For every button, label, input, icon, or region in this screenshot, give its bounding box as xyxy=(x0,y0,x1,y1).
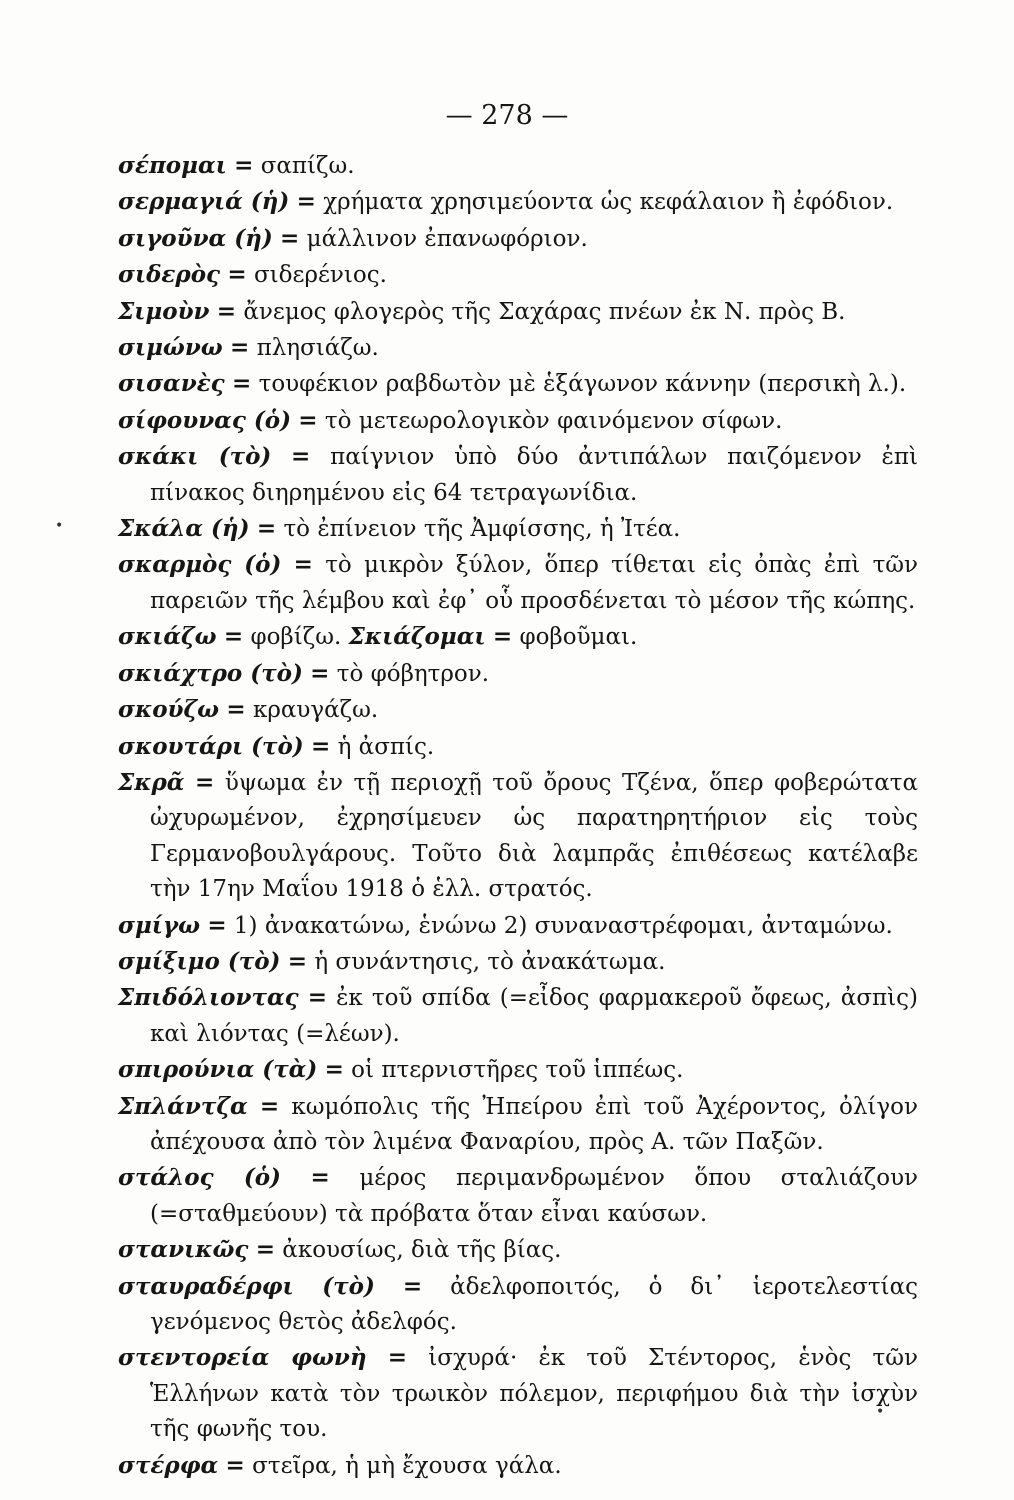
entry-headword: στάλος (ὁ) xyxy=(118,1164,281,1192)
entry-definition: ὕψωμα ἐν τῇ περιοχῇ τοῦ ὄρους Τζένα, ὅπερ φοβερώτατα ὠχυρωμένον, ἐχρησίμευεν ὡς παρατηρητήριον εἰς τοὺς Γερμανοβουλγάρους. Τοῦτο διὰ λαμπρᾶς ἐπιθέσεως κατέλαβε τὴν 17ην Μαΐου 1918 ὁ ἑλλ. στρατός. xyxy=(150,769,918,903)
entry-definition: σιδερένιος. xyxy=(253,262,387,289)
entry-headword: στανικῶς xyxy=(118,1236,249,1264)
entry-definition: ἡ ἀσπίς. xyxy=(337,733,435,760)
equals-sign: = xyxy=(259,1093,280,1120)
entry-definition: τὸ ἐπίνειον τῆς Ἀμφίσσης, ἡ Ἰτέα. xyxy=(283,516,681,543)
entry-headword: σκάκι (τὸ) xyxy=(118,443,272,471)
entry-headword: σκιάχτρο (τὸ) xyxy=(118,659,303,687)
entry-definition: οἱ πτερνιστῆρες τοῦ ἱππέως. xyxy=(351,1057,684,1084)
entry-definition: μάλλινον ἐπανωφόριον. xyxy=(306,225,588,252)
entry-headword: Σκάλα (ἡ) xyxy=(118,515,250,543)
glossary-entries xyxy=(118,148,918,1484)
entry-definition: πλησιάζω. xyxy=(256,335,379,362)
equals-sign: = xyxy=(287,948,308,975)
glossary-entry xyxy=(118,1340,918,1447)
entry-headword: σισανὲς xyxy=(118,370,225,398)
equals-sign: = xyxy=(207,912,227,939)
entry-headword: σιδερὸς xyxy=(118,261,221,289)
equals-sign: = xyxy=(227,262,247,289)
glossary-entry xyxy=(118,908,918,944)
equals-sign: = xyxy=(298,407,318,434)
entry-headword: σμίξιμο (τὸ) xyxy=(118,947,281,975)
glossary-entry xyxy=(118,619,918,655)
equals-sign: = xyxy=(402,1273,423,1300)
entry-definition: τὸ μικρὸν ξύλον, ὅπερ τίθεται εἰς ὀπὰς ἐπὶ τῶν παρειῶν τῆς λέμβου καὶ ἐφ᾽ οὗ προσδένεται τὸ μέσον τῆς κώπης. xyxy=(150,552,919,614)
equals-sign: = xyxy=(195,769,215,796)
equals-sign: = xyxy=(310,1165,330,1192)
entry-definition: 1) ἀνακατώνω, ἑνώνω 2) συναναστρέφομαι, ἀνταμώνω. xyxy=(233,912,893,939)
glossary-entry xyxy=(118,1232,918,1268)
page-number: — 278 — xyxy=(445,100,569,131)
equals-sign: = xyxy=(232,371,252,398)
entry-definition: σαπίζω. xyxy=(260,153,355,179)
entry-headword: στεντορεία φωνὴ xyxy=(118,1344,367,1372)
entry-definition: κωμόπολις τῆς Ἠπείρου ἐπὶ τοῦ Ἀχέροντος, ὀλίγον ἀπέχουσα ἀπὸ τὸν λιμένα Φαναρίου, πρὸς Α. τῶν Παξῶν. xyxy=(150,1093,919,1155)
glossary-entry xyxy=(118,729,918,765)
entry-headword: σταυραδέρφι (τὸ) xyxy=(118,1272,375,1300)
entry-headword: σίφουνας (ὁ) xyxy=(118,406,291,434)
glossary-entry xyxy=(118,1160,918,1232)
entry-headword: σκουτάρι (τὸ) xyxy=(118,732,304,760)
glossary-entry xyxy=(118,221,918,257)
entry-definition-secondary: φοβοῦμαι. xyxy=(519,624,638,651)
entry-headword: στέρφα xyxy=(118,1451,219,1479)
glossary-entry xyxy=(118,944,918,980)
glossary-entry xyxy=(118,403,918,439)
entry-headword: σκαρμὸς (ὁ) xyxy=(118,551,282,579)
entry-headword: σπιρούνια (τὰ) xyxy=(118,1056,318,1084)
entry-definition: τὸ φόβητρον. xyxy=(336,660,490,687)
entry-definition: φοβίζω. xyxy=(250,624,342,651)
entry-headword: Σπλάντζα xyxy=(118,1092,248,1120)
glossary-entry xyxy=(118,980,918,1052)
entry-headword: σμίγω xyxy=(118,911,201,939)
entry-definition: ἄνεμος φλογερὸς τῆς Σαχάρας πνέων ἐκ Ν. πρὸς Β. xyxy=(243,298,846,325)
equals-sign: = xyxy=(291,444,311,471)
print-speck: • xyxy=(876,1404,885,1420)
glossary-entry xyxy=(118,294,918,330)
glossary-entry xyxy=(118,765,918,908)
entry-headword: Σκρᾶ xyxy=(118,768,185,796)
entry-definition: τὸ μετεωρολογικὸν φαινόμενον σίφων. xyxy=(324,407,783,434)
equals-sign: = xyxy=(280,225,300,252)
equals-sign: = xyxy=(223,624,244,651)
entry-headword: σιγοῦνα (ἡ) xyxy=(118,224,273,252)
equals-sign: = xyxy=(234,153,254,179)
glossary-entry xyxy=(118,1448,918,1484)
glossary-entry xyxy=(118,1052,918,1088)
glossary-entry xyxy=(118,511,918,547)
glossary-entry xyxy=(118,547,918,619)
glossary-entry xyxy=(118,1089,918,1161)
glossary-entry xyxy=(118,148,918,184)
entry-headword: Σιμοὺν xyxy=(118,297,210,325)
glossary-entry xyxy=(118,656,918,692)
entry-definition: ἰσχυρά· ἐκ τοῦ Στέντορος, ἑνὸς τῶν Ἑλλήνων κατὰ τὸν τρωικὸν πόλεμον, περιφήμου διὰ τὴν ἰσχὺν τῆς φωνῆς του. xyxy=(150,1345,919,1443)
entry-definition: κραυγάζω. xyxy=(252,697,379,724)
equals-sign: = xyxy=(226,697,246,724)
entry-headword: σέπομαι xyxy=(118,152,227,179)
equals-sign: = xyxy=(310,660,330,687)
entry-definition: ἐκ τοῦ σπίδα (=εἶδος φαρμακεροῦ ὄφεως, ἀσπὶς) καὶ λιόντας (=λέων). xyxy=(150,985,919,1047)
entry-definition: ἡ συνάντησις, τὸ ἀνακάτωμα. xyxy=(314,948,666,975)
equals-sign: = xyxy=(225,1452,245,1479)
entry-definition: ἀκουσίως, διὰ τῆς βίας. xyxy=(282,1237,562,1264)
equals-sign: = xyxy=(387,1345,408,1372)
glossary-entry xyxy=(118,330,918,366)
entry-definition: μέρος περιμανδρωμένον ὅπου σταλιάζουν (=σταθμεύουν) τὰ πρόβατα ὅταν εἶναι καύσων. xyxy=(150,1165,919,1227)
equals-sign: = xyxy=(307,985,328,1012)
entry-definition: χρήματα χρησιμεύοντα ὡς κεφάλαιον ἢ ἐφόδιον. xyxy=(323,189,894,216)
equals-sign: = xyxy=(296,189,316,216)
entry-definition: παίγνιον ὑπὸ δύο ἀντιπάλων παιζόμενον ἐπὶ πίνακος διηρημένου εἰς 64 τετραγωνίδια. xyxy=(150,444,919,506)
glossary-entry xyxy=(118,1269,918,1341)
entry-definition: στεῖρα, ἡ μὴ ἔχουσα γάλα. xyxy=(252,1452,562,1479)
equals-sign: = xyxy=(216,298,237,325)
glossary-entry xyxy=(118,184,918,220)
entry-headword: σερμαγιά (ἡ) xyxy=(118,188,290,216)
equals-sign: = xyxy=(230,335,250,362)
equals-sign: = xyxy=(311,733,331,760)
glossary-entry xyxy=(118,257,918,293)
equals-sign: = xyxy=(293,552,313,579)
print-speck: • xyxy=(55,518,64,534)
glossary-entry xyxy=(118,692,918,728)
entry-headword: σκούζω xyxy=(118,696,220,724)
equals-sign: = xyxy=(256,516,277,543)
equals-sign: = xyxy=(255,1237,275,1264)
entry-headword-secondary: Σκιάζομαι xyxy=(348,623,486,651)
entry-definition: ἀδελφοποιτός, ὁ δι᾽ ἱεροτελεστίας γενόμενος θετὸς ἀδελφός. xyxy=(150,1273,918,1335)
equals-sign: = xyxy=(324,1057,344,1084)
glossary-entry xyxy=(118,366,918,402)
entry-headword: σκιάζω xyxy=(118,623,217,651)
entry-headword: Σπιδόλιοντας xyxy=(118,984,299,1012)
glossary-entry xyxy=(118,439,918,511)
entry-definition: τουφέκιον ραβδωτὸν μὲ ἑξάγωνον κάννην (περσικὴ λ.). xyxy=(258,371,907,398)
entry-headword: σιμώνω xyxy=(118,334,223,362)
equals-sign: = xyxy=(492,624,513,651)
